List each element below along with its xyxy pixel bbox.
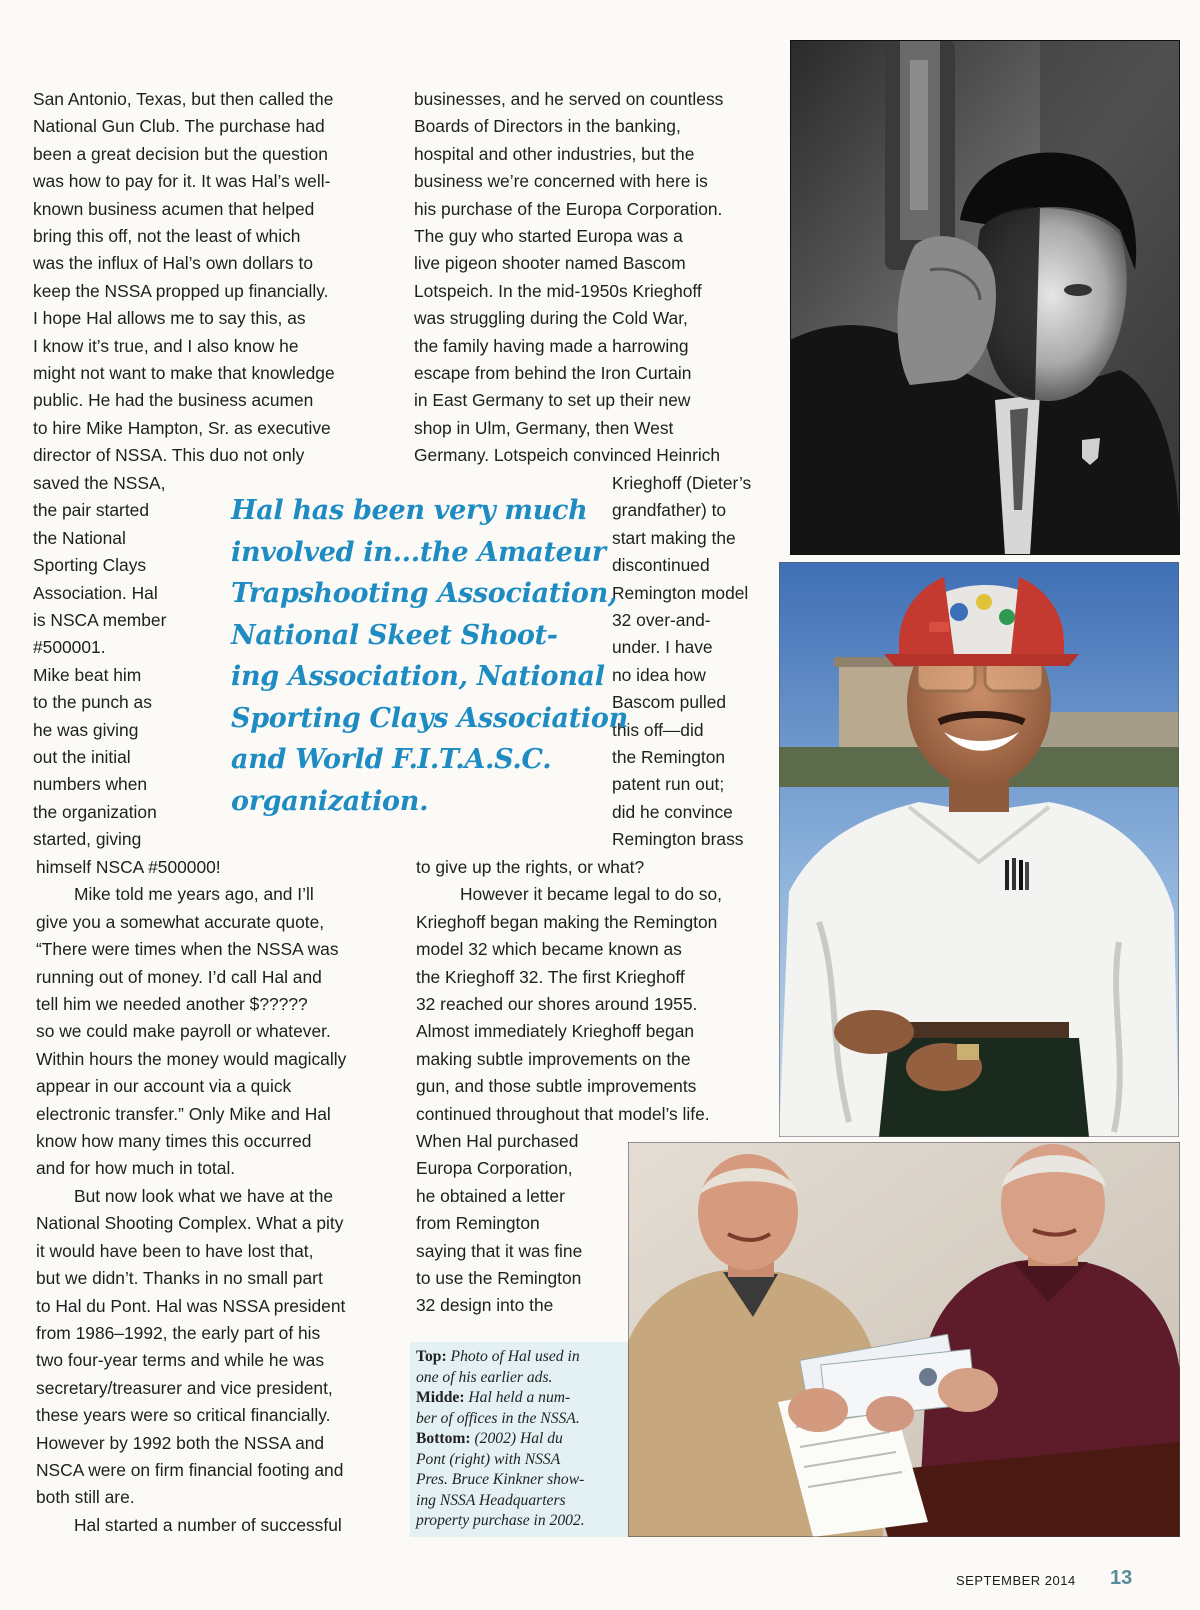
pull-quote-line: Sporting Clays Association — [231, 702, 628, 734]
caption-bottom-text: (2002) Hal du — [474, 1430, 563, 1447]
text-line: so we could make payroll or whatever. — [36, 1021, 331, 1042]
text-line: Mike told me years ago, and I’ll — [74, 884, 314, 905]
text-line: Remington brass — [612, 829, 744, 850]
text-line: However by 1992 both the NSSA and — [36, 1432, 325, 1453]
text-line: 32 reached our shores around 1955. — [416, 994, 698, 1015]
caption-line: ber of offices in the NSSA. — [416, 1409, 580, 1427]
text-line: Sporting Clays — [33, 555, 147, 576]
text-line: start making the — [612, 527, 736, 548]
text-line: give you a somewhat accurate quote, — [36, 911, 325, 932]
caption-line: ing NSSA Headquarters — [416, 1491, 566, 1509]
text-line: it would have been to have lost that, — [36, 1240, 314, 1261]
text-line: continued throughout that model’s life. — [416, 1103, 710, 1124]
photo-caption — [416, 1347, 585, 1532]
text-line: secretary/treasurer and vice president, — [36, 1377, 333, 1398]
text-line: the family having made a harrowing — [414, 335, 689, 356]
pull-quote-line: involved in...the Amateur — [231, 536, 606, 568]
column2-wrap-text — [612, 470, 751, 854]
photo-bottom-two-men — [628, 1142, 1180, 1537]
text-line: grandfather) to — [612, 500, 727, 521]
text-line: numbers when — [33, 774, 148, 795]
text-line: to hire Mike Hampton, Sr. as executive — [33, 417, 331, 438]
issue-date: SEPTEMBER 2014 — [956, 1573, 1076, 1588]
text-line: director of NSSA. This duo not only — [33, 445, 305, 466]
text-line: electronic transfer.” Only Mike and Hal — [36, 1103, 331, 1124]
caption-line: Pres. Bruce Kinkner show- — [416, 1471, 585, 1488]
text-line: 32 design into the — [416, 1295, 554, 1316]
text-line: Bascom pulled — [612, 692, 727, 713]
text-line: Krieghoff began making the Remington — [416, 911, 718, 932]
text-line: Mike beat him — [33, 664, 142, 685]
caption-middle-text: Hal held a num- — [468, 1389, 571, 1406]
text-line: and for how much in total. — [36, 1158, 236, 1179]
text-line: he obtained a letter — [416, 1185, 565, 1206]
text-line: these years were so critical financially. — [36, 1405, 331, 1426]
text-line: known business acumen that helped — [33, 198, 315, 219]
text-line: The guy who started Europa was a — [414, 226, 683, 247]
text-line: San Antonio, Texas, but then called the — [33, 89, 334, 109]
text-line: Almost immediately Krieghoff began — [416, 1021, 695, 1042]
text-line: out the initial — [33, 747, 131, 768]
pull-quote-line: ing Association, National — [231, 661, 605, 692]
text-line: his purchase of the Europa Corporation. — [414, 198, 723, 219]
text-line: he was giving — [33, 719, 139, 740]
text-line: did he convince — [612, 801, 733, 822]
text-line: When Hal purchased — [416, 1131, 579, 1151]
caption-line: Pont (right) with NSSA — [416, 1450, 561, 1468]
text-line: bring this off, not the least of which — [33, 226, 301, 247]
text-line: to give up the rights, or what? — [416, 857, 645, 877]
text-line: the pair started — [33, 500, 150, 521]
text-line: might not want to make that knowledge — [33, 363, 335, 384]
text-line: Within hours the money would magically — [36, 1048, 347, 1069]
pull-quote-line: National Skeet Shoot- — [231, 619, 558, 651]
text-line: I hope Hal allows me to say this, as — [33, 308, 306, 329]
text-line: National Gun Club. The purchase had — [33, 116, 325, 137]
photo-top-portrait — [790, 40, 1180, 555]
page-number: 13 — [1110, 1567, 1133, 1589]
text-line: the Remington — [612, 747, 726, 768]
photo-middle-man-with-cap — [779, 562, 1179, 1137]
text-line: businesses, and he served on countless — [414, 89, 724, 109]
text-line: saying that it was fine — [416, 1240, 583, 1261]
text-line: appear in our account via a quick — [36, 1076, 292, 1097]
text-line: gun, and those subtle improvements — [416, 1076, 697, 1097]
caption-top-text: Photo of Hal used in — [450, 1348, 580, 1365]
caption-line — [416, 1388, 585, 1409]
text-line: Lotspeich. In the mid-1950s Krieghoff — [414, 280, 702, 301]
text-line: Germany. Lotspeich convinced Heinrich — [414, 445, 721, 466]
text-line: the National — [33, 527, 126, 548]
caption-line — [416, 1429, 585, 1450]
text-line: to Hal du Pont. Hal was NSSA president — [36, 1295, 346, 1316]
text-line: was the influx of Hal’s own dollars to — [33, 253, 313, 274]
text-line: Krieghoff (Dieter’s — [612, 473, 752, 493]
text-line: started, giving — [33, 829, 142, 850]
text-line: However it became legal to do so, — [460, 884, 722, 905]
caption-bottom-label: Bottom: — [416, 1430, 471, 1447]
text-line: escape from behind the Iron Curtain — [414, 363, 692, 384]
text-line: running out of money. I’d call Hal and — [36, 966, 322, 987]
text-line: public. He had the business acumen — [33, 390, 314, 411]
text-line: the organization — [33, 801, 157, 822]
text-line: 32 over-and- — [612, 610, 711, 631]
text-line: was how to pay for it. It was Hal’s well- — [33, 171, 331, 192]
pull-quote-line: and World F.I.T.A.S.C. — [231, 744, 552, 775]
text-line: #500001. — [33, 637, 106, 658]
text-line: “There were times when the NSSA was — [36, 939, 339, 960]
text-line: from 1986–1992, the early part of his — [36, 1322, 321, 1343]
text-line: from Remington — [416, 1213, 540, 1234]
text-line: saved the NSSA, — [33, 473, 166, 493]
text-line: in East Germany to set up their new — [414, 390, 691, 411]
text-line: business we’re concerned with here is — [414, 171, 708, 192]
text-line: But now look what we have at the — [74, 1185, 334, 1206]
column1-wrap-text — [33, 470, 166, 854]
text-line: Hal started a number of successful — [74, 1514, 342, 1535]
pull-quote-line: Trapshooting Association, — [231, 578, 618, 609]
caption-middle-label: Midde: — [416, 1389, 465, 1406]
text-line: hospital and other industries, but the — [414, 143, 695, 164]
text-line: Europa Corporation, — [416, 1158, 573, 1179]
column2-top-text — [414, 86, 723, 470]
column2-bottom-text — [416, 854, 722, 1128]
text-line: Association. Hal — [33, 582, 158, 603]
text-line: National Shooting Complex. What a pity — [36, 1213, 344, 1234]
text-line: is NSCA member — [33, 610, 167, 631]
text-line: but we didn’t. Thanks in no small part — [36, 1268, 323, 1289]
pull-quote-line: Hal has been very much — [231, 495, 588, 526]
text-line: been a great decision but the question — [33, 143, 328, 164]
text-line: model 32 which became known as — [416, 939, 682, 960]
caption-line: one of his earlier ads. — [416, 1368, 553, 1386]
caption-top-label: Top: — [416, 1348, 447, 1365]
text-line: the Krieghoff 32. The first Krieghoff — [416, 966, 685, 987]
text-line: this off—did — [612, 719, 704, 740]
text-line: I know it’s true, and I also know he — [33, 335, 299, 356]
column2-narrow-text — [416, 1128, 582, 1320]
text-line: shop in Ulm, Germany, then West — [414, 417, 674, 438]
text-line: patent run out; — [612, 774, 725, 795]
text-line: making subtle improvements on the — [416, 1048, 691, 1069]
text-line: Boards of Directors in the banking, — [414, 116, 681, 137]
text-line: both still are. — [36, 1487, 135, 1508]
column1-top-text — [33, 86, 335, 470]
pull-quote — [231, 490, 628, 822]
column1-bottom-text — [36, 854, 346, 1539]
text-line: under. I have — [612, 637, 713, 658]
text-line: was struggling during the Cold War, — [414, 308, 688, 329]
text-line: keep the NSSA propped up financially. — [33, 280, 329, 301]
text-line: NSCA were on firm financial footing and — [36, 1459, 344, 1480]
text-line: tell him we needed another $????? — [36, 994, 308, 1015]
pull-quote-line: organization. — [231, 785, 429, 817]
text-line: no idea how — [612, 664, 706, 685]
caption-line: property purchase in 2002. — [416, 1512, 585, 1529]
text-line: live pigeon shooter named Bascom — [414, 253, 686, 274]
text-line: discontinued — [612, 555, 710, 576]
text-line: know how many times this occurred — [36, 1131, 312, 1152]
caption-line — [416, 1347, 585, 1368]
text-line: to the punch as — [33, 692, 152, 713]
text-line: himself NSCA #500000! — [36, 857, 221, 877]
text-line: two four-year terms and while he was — [36, 1350, 325, 1371]
text-line: Remington model — [612, 582, 749, 603]
text-line: to use the Remington — [416, 1268, 582, 1289]
